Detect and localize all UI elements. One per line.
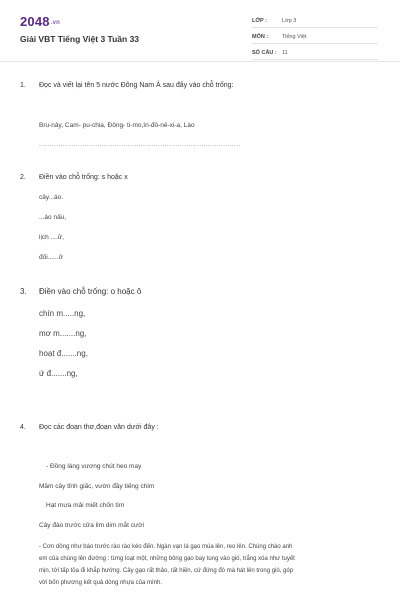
- answer-line: ...áo nấu,: [39, 214, 67, 221]
- question-prompt: Điền vào chỗ trống: o hoặc ô: [39, 287, 142, 296]
- meta-row-class: [252, 14, 378, 28]
- logo-suffix: .vn: [50, 19, 61, 26]
- meta-label: LỚP :: [252, 17, 267, 24]
- meta-label: MÔN :: [252, 33, 269, 40]
- answer-line: đối......ử: [39, 254, 63, 261]
- question-number: 3.: [20, 287, 27, 296]
- question-prompt: Điền vào chỗ trống: s hoặc x: [39, 174, 128, 181]
- question-3: [20, 287, 141, 296]
- paragraph-line: - Cơn dông như báo trước rào rào kéo đến. Ngàn vạn lá gạo múa lên, reo lên. Chúng chào anh: [39, 544, 293, 550]
- answer-line: ứ đ.......ng,: [39, 369, 78, 378]
- answer-line: chín m.....ng,: [39, 309, 86, 318]
- site-logo[interactable]: [20, 14, 60, 29]
- answer-line: mơ m.......ng,: [39, 329, 87, 338]
- question-4: [20, 424, 159, 431]
- answer-line: lịch ....ử,: [39, 234, 64, 241]
- meta-value: Lớp 3: [282, 17, 297, 24]
- answer-line: cây...áo.: [39, 194, 64, 201]
- question-number: 2.: [20, 174, 26, 181]
- question-number: 1.: [20, 82, 26, 89]
- paragraph-line: mịn, tới tấp tỏa đi khắp hướng. Cây gạo rất thảo, rất hiền, cứ đứng đó mà hát lên trong gió, góp: [39, 568, 294, 574]
- meta-row-subject: [252, 30, 378, 44]
- poem-line: Cây đào trước cửa lim dim mắt cười: [39, 522, 145, 529]
- poem-line: - Đồng làng vương chút heo may: [46, 463, 142, 470]
- question-1: [20, 82, 234, 89]
- poem-line: Hạt mưa mải miết chốn tìm: [46, 502, 125, 509]
- question-prompt: Đọc các đoạn thơ,đoạn văn dưới đây :: [39, 424, 159, 431]
- question-number: 4.: [20, 424, 26, 431]
- paragraph-line: vời bốn phương kết quả dòng nhựa của mình.: [39, 580, 162, 586]
- logo-main: 2048: [20, 14, 50, 29]
- meta-row-count: [252, 46, 378, 60]
- meta-value: 11: [282, 49, 288, 56]
- meta-table: [252, 14, 378, 60]
- page-header: [0, 0, 400, 62]
- paragraph-line: em của chúng lên đường : từng loạt một, những bông gạo bay tung vào gió, trắng xóa như tuyết: [39, 556, 295, 562]
- poem-line: Mầm cây tỉnh giấc, vườn đầy tiếng chim: [39, 483, 155, 490]
- page-title: Giải VBT Tiếng Việt 3 Tuần 33: [20, 34, 140, 44]
- answer-dots: .............................................................................................: [39, 142, 241, 148]
- answer-line: Bru-nây, Cam- pu-chia, Đông- ti-mo,In-đô-nê-xi-a, Lào: [39, 122, 195, 129]
- meta-label: SỐ CÂU :: [252, 49, 277, 56]
- question-2: [20, 174, 128, 181]
- question-prompt: Đọc và viết lại tên 5 nước Đông Nam Á sau đây vào chỗ trống:: [39, 82, 234, 89]
- answer-line: hoạt đ.......ng,: [39, 349, 88, 358]
- meta-value: Tiếng Việt: [282, 33, 307, 40]
